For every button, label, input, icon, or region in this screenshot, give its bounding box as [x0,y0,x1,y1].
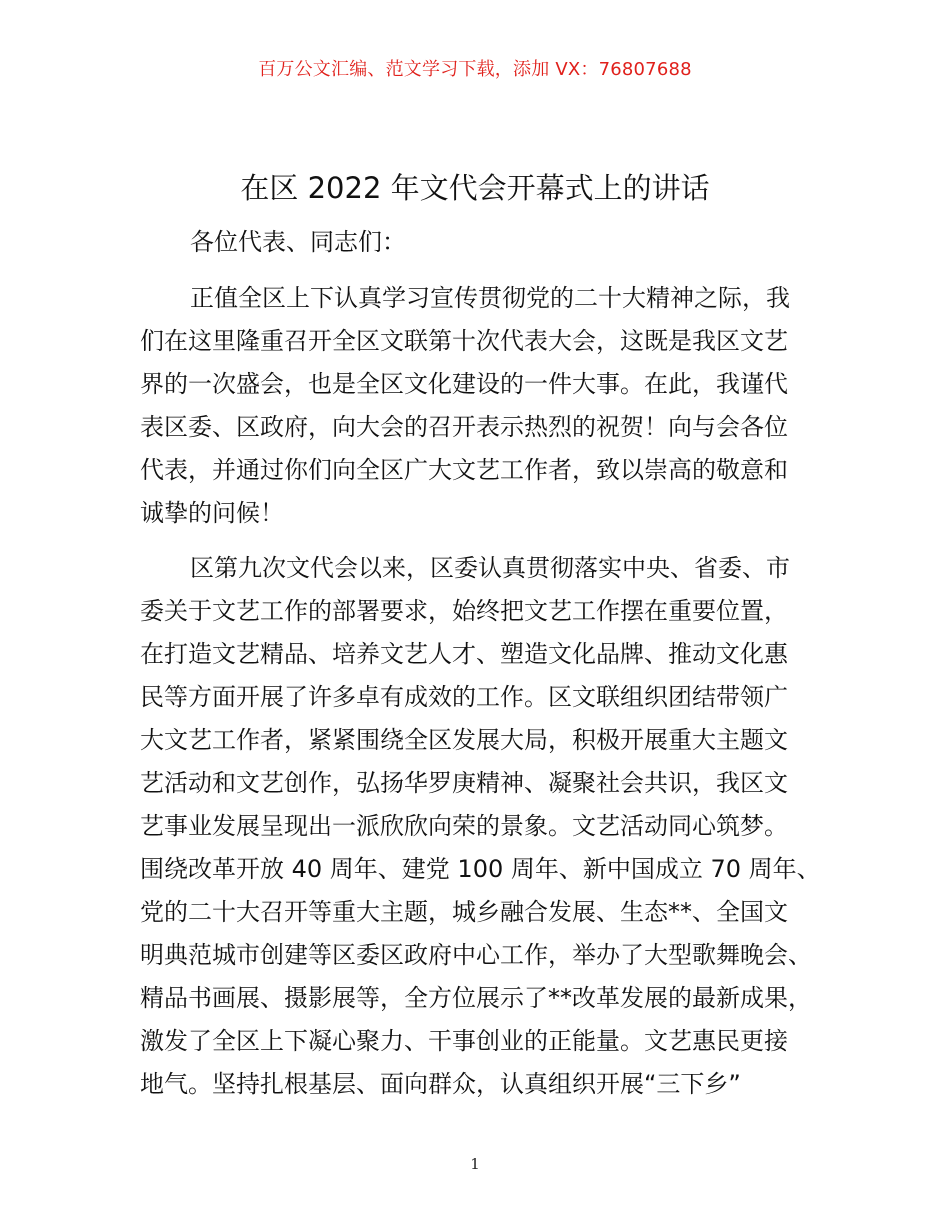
paragraph-line: 诚挚的问候！ [140,499,284,527]
paragraph-line: 艺活动和文艺创作，弘扬华罗庚精神、凝聚社会共识，我区文 [140,769,788,797]
header-banner: 百万公文汇编、范文学习下载，添加 VX：76807688 [258,59,692,80]
paragraph-line: 界的一次盛会，也是全区文化建设的一件大事。在此，我谨代 [140,370,788,398]
paragraph-line: 代表，并通过你们向全区广大文艺工作者，致以崇高的敬意和 [140,456,788,484]
paragraph-line: 区第九次文代会以来，区委认真贯彻落实中央、省委、市 [190,554,790,582]
paragraph-line: 在打造文艺精品、培养文艺人才、塑造文化品牌、推动文化惠 [140,640,788,668]
page-number: 1 [470,1155,480,1173]
paragraph-line: 激发了全区上下凝心聚力、干事创业的正能量。文艺惠民更接 [140,1027,788,1055]
paragraph-line: 明典范城市创建等区委区政府中心工作，举办了大型歌舞晚会、 [140,941,812,969]
paragraph-line: 民等方面开展了许多卓有成效的工作。区文联组织团结带领广 [140,683,788,711]
paragraph-line: 艺事业发展呈现出一派欣欣向荣的景象。文艺活动同心筑梦。 [140,812,788,840]
paragraph-line: 委关于文艺工作的部署要求，始终把文艺工作摆在重要位置， [140,597,788,625]
salutation: 各位代表、同志们： [190,228,406,256]
paragraph-line: 表区委、区政府，向大会的召开表示热烈的祝贺！向与会各位 [140,413,788,441]
paragraph-line: 党的二十大召开等重大主题，城乡融合发展、生态**、全国文 [140,898,788,926]
paragraph-line: 正值全区上下认真学习宣传贯彻党的二十大精神之际，我 [190,284,790,312]
document-title: 在区 2022 年文代会开幕式上的讲话 [240,171,710,205]
paragraph-line: 围绕改革开放 40 周年、建党 100 周年、新中国成立 70 周年、 [140,855,821,883]
paragraph-line: 大文艺工作者，紧紧围绕全区发展大局，积极开展重大主题文 [140,726,788,754]
paragraph-line: 精品书画展、摄影展等，全方位展示了**改革发展的最新成果， [140,984,812,1012]
paragraph-line: 地气。坚持扎根基层、面向群众，认真组织开展“三下乡” [140,1070,741,1098]
paragraph-line: 们在这里隆重召开全区文联第十次代表大会，这既是我区文艺 [140,327,788,355]
